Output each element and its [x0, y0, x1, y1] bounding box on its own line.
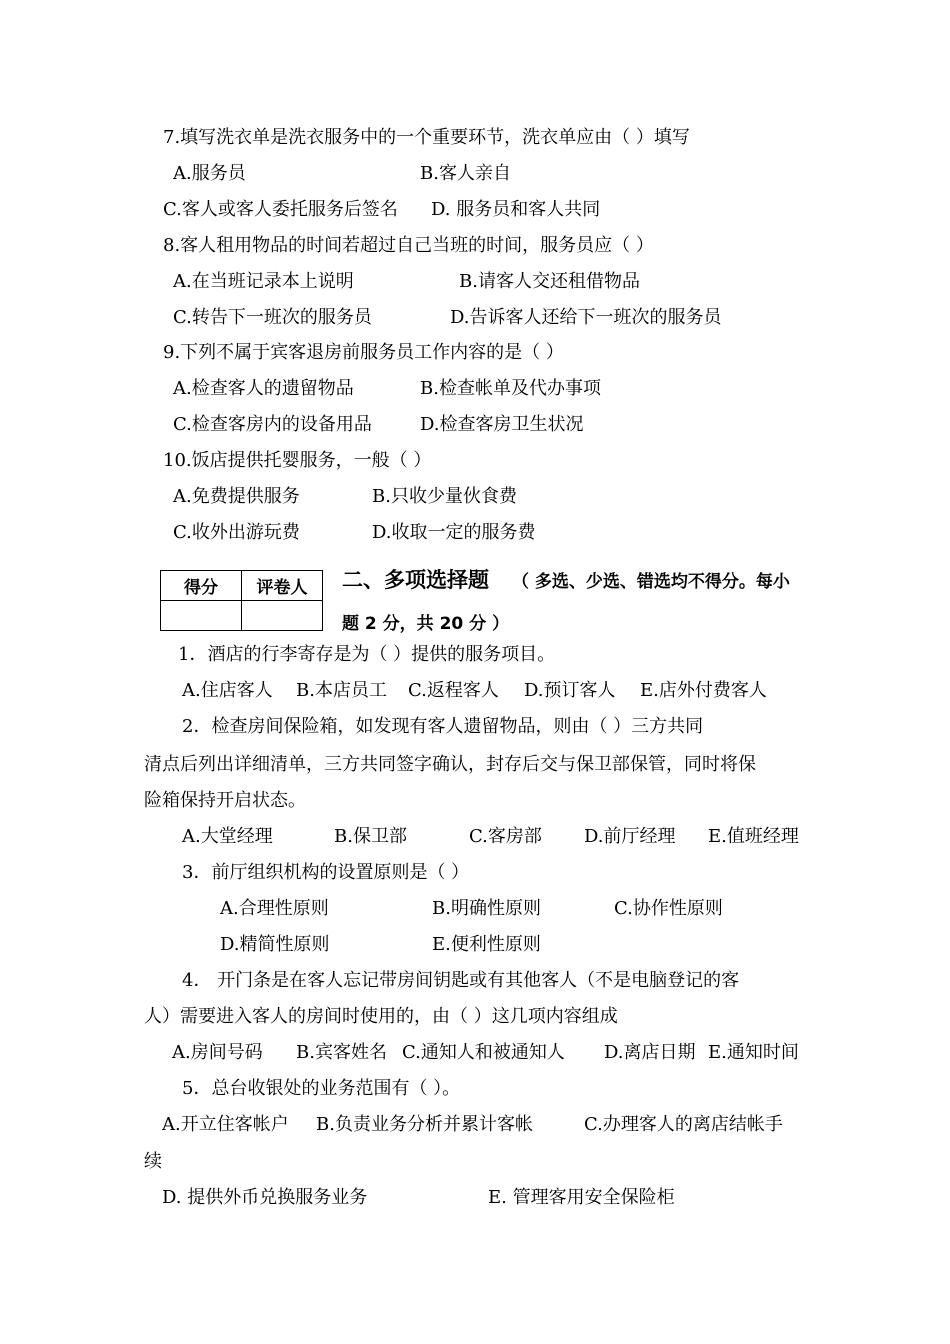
mq1-option-a: A.住店客人 — [182, 680, 273, 701]
question-10: 10.饭店提供托婴服务，一般（ ） — [163, 450, 432, 471]
mq2-option-c: C.客房部 — [469, 826, 542, 847]
question-8: 8.客人租用物品的时间若超过自己当班的时间，服务员应（ ） — [163, 235, 654, 256]
grader-cell — [242, 601, 323, 631]
mq1-option-c: C.返程客人 — [408, 680, 499, 701]
mq5-text: 5．总台收银处的业务范围有（ ）。 — [182, 1078, 461, 1099]
option-8c: C.转告下一班次的服务员 — [173, 307, 372, 328]
option-7a: A.服务员 — [173, 163, 246, 184]
mq4-option-e: E.通知时间 — [708, 1042, 799, 1063]
mq5-option-c: C.办理客人的离店结帐手 — [584, 1114, 783, 1135]
mq3-option-d: D.精简性原则 — [220, 934, 330, 955]
option-10c: C.收外出游玩费 — [173, 522, 300, 543]
mq3-option-b: B.明确性原则 — [432, 898, 541, 919]
option-9b: B.检查帐单及代办事项 — [420, 378, 601, 399]
section-2-note-line2: 题 2 分，共 20 分 ） — [342, 614, 510, 634]
mq4-text-line2: 人）需要进入客人的房间时使用的，由（ ）这几项内容组成 — [144, 1006, 618, 1027]
option-7d: D. 服务员和客人共同 — [431, 199, 601, 220]
mq5-option-b: B.负责业务分析并累计客帐 — [316, 1114, 533, 1135]
mq5-option-e: E. 管理客用安全保险柜 — [488, 1187, 675, 1208]
option-10a: A.免费提供服务 — [173, 486, 300, 507]
mq1-option-e: E.店外付费客人 — [640, 680, 767, 701]
mq1-text: 1．酒店的行李寄存是为（ ）提供的服务项目。 — [178, 644, 556, 665]
option-8b: B.请客人交还租借物品 — [459, 271, 640, 292]
option-8a: A.在当班记录本上说明 — [173, 271, 354, 292]
option-9d: D.检查客房卫生状况 — [420, 414, 584, 435]
mq2-option-d: D.前厅经理 — [584, 826, 676, 847]
mq2-text-line2: 清点后列出详细清单，三方共同签字确认，封存后交与保卫部保管，同时将保 — [144, 754, 756, 775]
score-cell — [161, 601, 242, 631]
option-8d: D.告诉客人还给下一班次的服务员 — [450, 307, 722, 328]
grader-header: 评卷人 — [242, 571, 323, 601]
mq4-option-b: B.宾客姓名 — [296, 1042, 387, 1063]
mq2-option-b: B.保卫部 — [334, 826, 407, 847]
option-9a: A.检查客人的遗留物品 — [173, 378, 354, 399]
mq3-option-e: E.便利性原则 — [432, 934, 541, 955]
option-7b: B.客人亲自 — [420, 163, 511, 184]
mq3-text: 3．前厅组织机构的设置原则是（ ） — [182, 862, 470, 883]
mq2-text-line3: 险箱保持开启状态。 — [144, 790, 306, 811]
mq3-option-c: C.协作性原则 — [614, 898, 723, 919]
option-9c: C.检查客房内的设备用品 — [173, 414, 372, 435]
mq4-text-line1: 4． 开门条是在客人忘记带房间钥匙或有其他客人（不是电脑登记的客 — [182, 970, 740, 991]
mq2-text-line1: 2．检查房间保险箱，如发现有客人遗留物品，则由（ ）三方共同 — [182, 716, 704, 737]
mq4-option-c: C.通知人和被通知人 — [402, 1042, 565, 1063]
section-2-note-line1: （ 多选、少选、错选均不得分。每小 — [512, 572, 790, 592]
mq1-option-d: D.预订客人 — [524, 680, 616, 701]
mq5-option-d: D. 提供外币兑换服务业务 — [162, 1187, 368, 1208]
option-10d: D.收取一定的服务费 — [372, 522, 536, 543]
section-2-title: 二、多项选择题 — [342, 568, 489, 592]
score-table — [160, 570, 323, 631]
mq5-option-c-wrap: 续 — [144, 1151, 162, 1172]
question-7: 7.填写洗衣单是洗衣服务中的一个重要环节，洗衣单应由（ ）填写 — [163, 127, 690, 148]
mq2-option-a: A.大堂经理 — [182, 826, 273, 847]
mq2-option-e: E.值班经理 — [708, 826, 799, 847]
mq1-option-b: B.本店员工 — [296, 680, 387, 701]
mq4-option-d: D.离店日期 — [604, 1042, 696, 1063]
question-9: 9.下列不属于宾客退房前服务员工作内容的是（ ） — [163, 342, 564, 363]
option-7c: C.客人或客人委托服务后签名 — [163, 199, 398, 220]
mq4-option-a: A.房间号码 — [172, 1042, 263, 1063]
mq5-option-a: A.开立住客帐户 — [162, 1114, 289, 1135]
mq3-option-a: A.合理性原则 — [220, 898, 329, 919]
score-header: 得分 — [161, 571, 242, 601]
option-10b: B.只收少量伙食费 — [372, 486, 517, 507]
